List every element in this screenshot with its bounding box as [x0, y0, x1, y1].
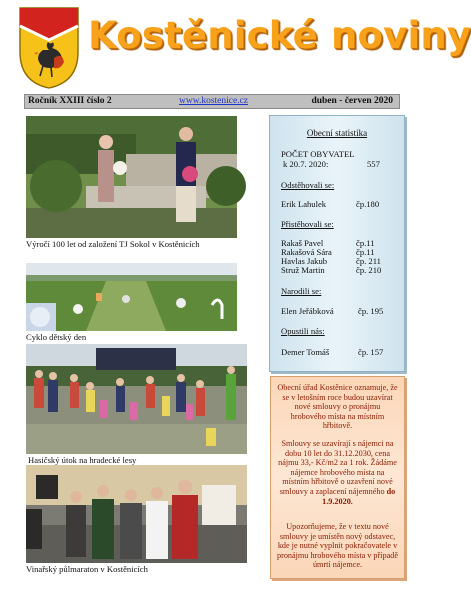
notice-deadline: do 1.9.2020.	[322, 486, 396, 506]
list-item-house: čp.180	[356, 199, 380, 209]
photo-caption: Vinařský půlmaraton v Kostěnicích	[26, 564, 148, 574]
photo-sokol-anniversary	[26, 116, 237, 238]
issue-info-bar	[24, 94, 400, 109]
list-item-house: čp. 210	[356, 265, 382, 275]
list-item-house: čp. 195	[358, 306, 384, 316]
stats-heading: Obecní statistika	[306, 128, 368, 138]
notice-paragraph: Obecní úřad Kostěnice oznamuje, že se v letošním roce budou uzavírat nové smlouvy o pronájmu hrobového místa na místním hřbitově.	[277, 383, 398, 431]
list-item-name: Rakašová Sára	[281, 247, 332, 257]
list-item-house: čp. 157	[358, 347, 384, 357]
photo-caption: Výročí 100 let od založení TJ Sokol v Kostěnicích	[26, 239, 200, 249]
population-label: POČET OBYVATEL	[281, 149, 355, 159]
photo-hasicsky-utok	[26, 344, 247, 454]
cemetery-notice-box	[270, 376, 405, 579]
notice-paragraph: Upozorňujeme, že v textu nové smlouvy je umístěn nový odstavec, kde je nutné vyplnit pokračovatele v pronájmu hrobového místa v případě úmrtí nájemce.	[277, 522, 398, 570]
photo-caption: Hasičský útok na hradecké lesy	[28, 455, 137, 465]
list-item-name: Elen Jeřábková	[281, 306, 334, 316]
population-value: 557	[367, 159, 380, 169]
list-item-house: čp.11	[356, 238, 375, 248]
list-item-house: čp. 211	[356, 256, 381, 266]
notice-paragraph	[277, 439, 398, 506]
list-item-name: Erik Lahulek	[281, 199, 327, 209]
moved-in-label: Přistěhovali se:	[281, 219, 334, 229]
list-item-name: Havlas Jakub	[281, 256, 328, 266]
website-link[interactable]: www.kostenice.cz	[179, 96, 249, 106]
list-item-house: čp.11	[356, 247, 375, 257]
population-date: k 20.7. 2020:	[283, 159, 329, 169]
list-item-name: Struž Martin	[281, 265, 325, 275]
left-us-label: Opustili nás:	[281, 326, 325, 336]
issue-number: Ročník XXIII číslo 2	[28, 96, 112, 106]
born-label: Narodili se:	[281, 286, 322, 296]
village-statistics-box	[269, 115, 405, 372]
list-item-name: Demer Tomáš	[281, 347, 330, 357]
moved-out-label: Odstěhovali se:	[281, 180, 335, 190]
notice-text: Smlouvy se uzavírají s nájemci na dobu 10 let do 31.12.2030, cena nájmu 33,- Kč/m2 za 1 rok. Žádáme nájemce hrobového místa na místním hřbitově o uzavření nové smlouvy a zaplacení nájemného	[278, 439, 397, 496]
photo-cyklo-den	[26, 263, 237, 331]
village-crest-icon	[18, 6, 80, 90]
photo-vinarsky-pulmaraton	[26, 465, 247, 563]
list-item-name: Rakaš Pavel	[281, 238, 324, 248]
newsletter-title: Kostěnické noviny	[88, 14, 471, 57]
photo-caption: Cyklo dětský den	[26, 332, 87, 342]
issue-date: duben - červen 2020	[311, 96, 393, 106]
